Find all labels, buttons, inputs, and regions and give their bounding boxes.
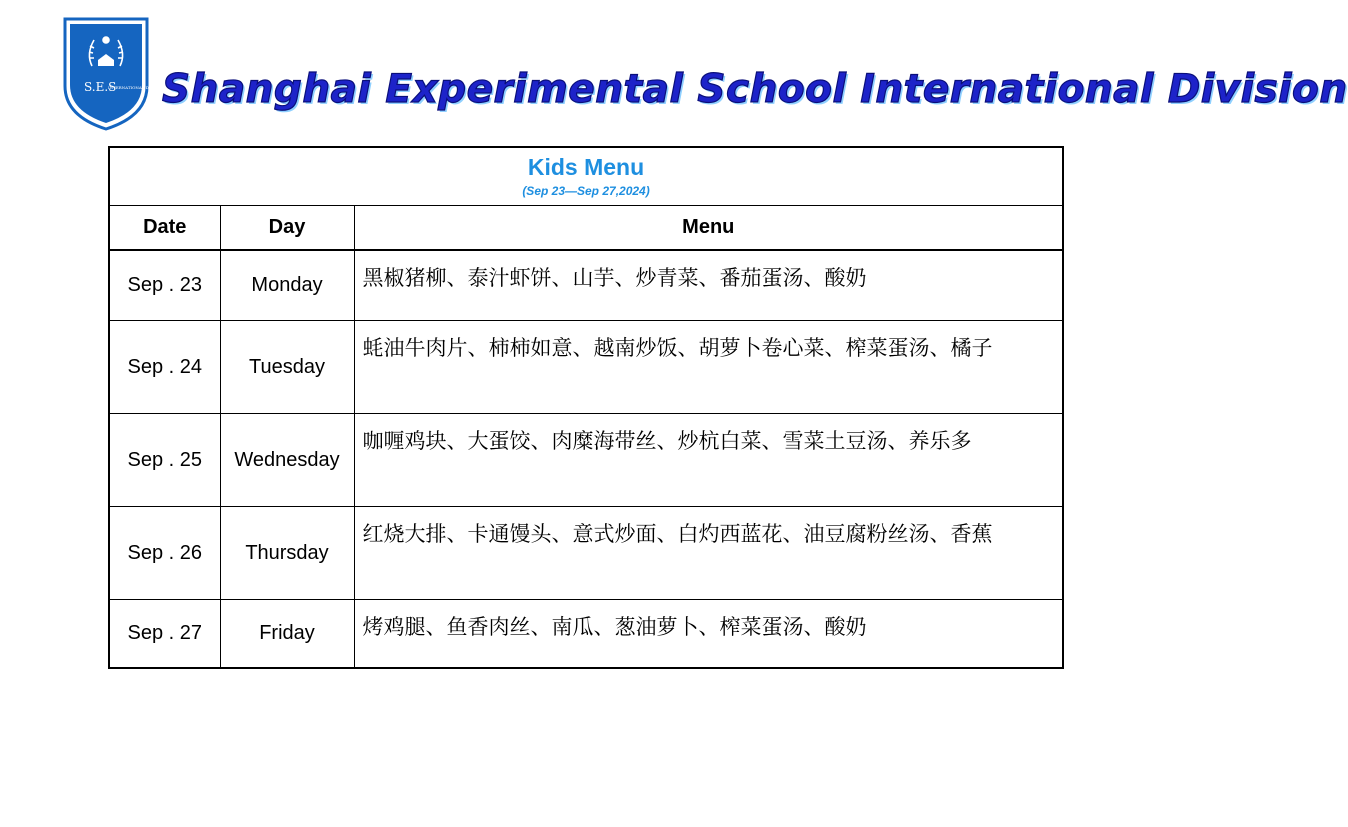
menu-title: Kids Menu xyxy=(527,154,645,180)
table-row xyxy=(109,414,1063,507)
menu-cell: 蚝油牛肉片、柿柿如意、越南炒饭、胡萝卜卷心菜、榨菜蛋汤、橘子 xyxy=(354,321,1063,414)
kids-menu-table xyxy=(108,146,1064,669)
day-cell: Monday xyxy=(220,250,354,321)
column-header-date: Date xyxy=(109,206,220,251)
table-row xyxy=(109,250,1063,321)
date-cell: Sep . 27 xyxy=(109,600,220,669)
column-header-day: Day xyxy=(220,206,354,251)
day-cell: Friday xyxy=(220,600,354,669)
table-row xyxy=(109,321,1063,414)
logo-text: S.E.S xyxy=(84,80,117,94)
day-cell: Wednesday xyxy=(220,414,354,507)
menu-cell: 黑椒猪柳、泰汁虾饼、山芋、炒青菜、番茄蛋汤、酸奶 xyxy=(354,250,1063,321)
menu-date-range: (Sep 23—Sep 27,2024) xyxy=(522,184,650,198)
table-row xyxy=(109,600,1063,669)
menu-title-row xyxy=(109,147,1063,206)
table-header-row xyxy=(109,206,1063,251)
menu-title-cell xyxy=(109,147,1063,206)
day-cell: Thursday xyxy=(220,507,354,600)
column-header-menu: Menu xyxy=(354,206,1063,251)
date-cell: Sep . 23 xyxy=(109,250,220,321)
school-name-title: Shanghai Experimental School International Division xyxy=(162,67,1348,112)
date-cell: Sep . 26 xyxy=(109,507,220,600)
school-logo xyxy=(62,16,167,132)
day-cell: Tuesday xyxy=(220,321,354,414)
menu-cell: 红烧大排、卡通馒头、意式炒面、白灼西蓝花、油豆腐粉丝汤、香蕉 xyxy=(354,507,1063,600)
date-cell: Sep . 25 xyxy=(109,414,220,507)
date-cell: Sep . 24 xyxy=(109,321,220,414)
table-row xyxy=(109,507,1063,600)
menu-cell: 烤鸡腿、鱼香肉丝、南瓜、葱油萝卜、榨菜蛋汤、酸奶 xyxy=(354,600,1063,669)
logo-subtext: INTERNATIONAL DIVISION xyxy=(108,85,167,90)
menu-cell: 咖喱鸡块、大蛋饺、肉糜海带丝、炒杭白菜、雪菜土豆汤、养乐多 xyxy=(354,414,1063,507)
